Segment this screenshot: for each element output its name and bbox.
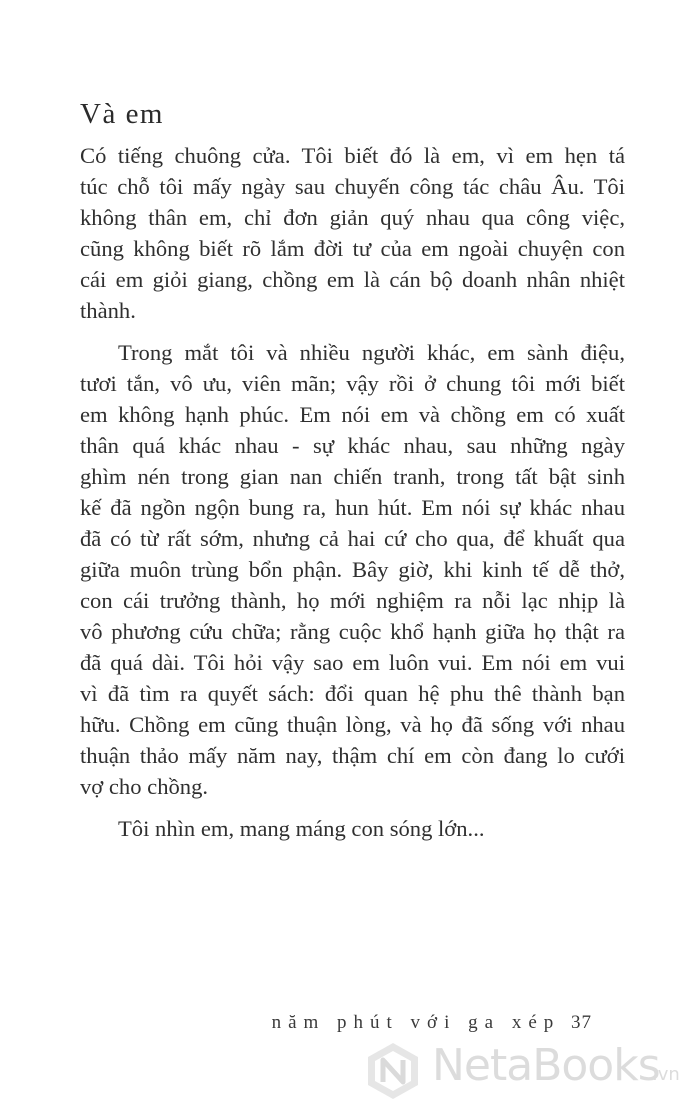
text-line: giữa muôn trùng bổn phận. Bây giờ, khi kinh tế dễ thở, (80, 557, 625, 582)
page-number: 37 (571, 1012, 592, 1033)
paragraph-3 (80, 813, 625, 844)
text-line: Trong mắt tôi và nhiều người khác, em sành điệu, (118, 340, 625, 365)
text-line: kế đã ngồn ngộn bung ra, hun hút. Em nói sự khác nhau (80, 495, 625, 520)
text-line: tươi tắn, vô ưu, viên mãn; vậy rồi ở chung tôi mới biết (80, 371, 625, 396)
text-line: con cái trưởng thành, họ mới nghiệm ra nỗi lạc nhịp là (80, 588, 625, 613)
text-line: hữu. Chồng em cũng thuận lòng, và họ đã sống với nhau (80, 712, 625, 737)
text-line: đã có từ rất sớm, nhưng cả hai cứ cho qua, để khuất qua (80, 526, 625, 551)
text-line: Có tiếng chuông cửa. Tôi biết đó là em, vì em hẹn tá (80, 143, 625, 168)
text-line: vì đã tìm ra quyết sách: đổi quan hệ phu thê thành bạn (80, 681, 625, 706)
watermark (362, 1032, 692, 1112)
paragraph-2 (80, 337, 625, 802)
text-line: Tôi nhìn em, mang máng con sóng lớn... (118, 816, 485, 841)
text-line: thân quá khác nhau - sự khác nhau, sau những ngày (80, 433, 625, 458)
chapter-title: Và em (80, 98, 164, 130)
running-footer (272, 1012, 592, 1034)
watermark-brand: NetaBooks (432, 1040, 660, 1091)
text-line: đã quá dài. Tôi hỏi vậy sao em luôn vui. Em nói em vui (80, 650, 625, 675)
body-text (80, 140, 625, 855)
text-line: thành. (80, 298, 136, 323)
text-line: cũng không biết rõ lắm đời tư của em ngoài chuyện con (80, 236, 625, 261)
text-line: ghìm nén trong gian nan chiến tranh, trong tất bật sinh (80, 464, 625, 489)
text-line: thuận thảo mấy năm nay, thậm chí em còn đang lo cưới (80, 743, 625, 768)
text-line: vô phương cứu chữa; rằng cuộc khổ hạnh giữa họ thật ra (80, 619, 625, 644)
watermark-domain: .vn (652, 1064, 680, 1085)
text-line: túc chỗ tôi mấy ngày sau chuyến công tác châu Âu. Tôi (80, 174, 625, 199)
text-line: em không hạnh phúc. Em nói em và chồng em có xuất (80, 402, 625, 427)
running-title: năm phút với ga xép (271, 1012, 561, 1033)
text-line: cái em giỏi giang, chồng em là cán bộ doanh nhân nhiệt (80, 267, 625, 292)
netabooks-logo-icon (362, 1040, 424, 1102)
text-line: không thân em, chỉ đơn giản quý nhau qua công việc, (80, 205, 625, 230)
paragraph-1 (80, 140, 625, 326)
text-line: vợ cho chồng. (80, 774, 209, 799)
